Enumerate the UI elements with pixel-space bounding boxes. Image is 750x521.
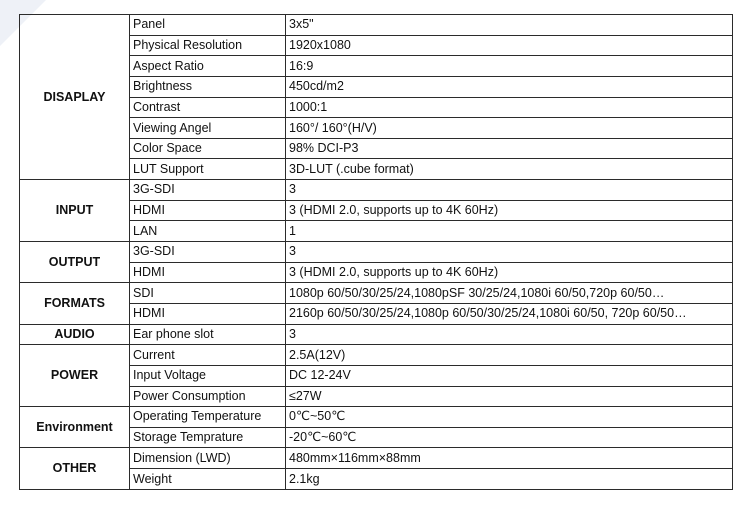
spec-label: SDI	[130, 283, 286, 304]
category-cell: OTHER	[20, 448, 130, 490]
spec-label: Panel	[130, 15, 286, 36]
spec-label: HDMI	[130, 200, 286, 221]
spec-value: 2.5A(12V)	[286, 345, 733, 366]
spec-label: Color Space	[130, 138, 286, 159]
spec-value: 2.1kg	[286, 469, 733, 490]
spec-row	[20, 407, 733, 428]
spec-value: 2160p 60/50/30/25/24,1080p 60/50/30/25/24,1080i 60/50, 720p 60/50…	[286, 303, 733, 324]
spec-value: 480mm×116mm×88mm	[286, 448, 733, 469]
spec-label: HDMI	[130, 303, 286, 324]
spec-value: 98% DCI-P3	[286, 138, 733, 159]
spec-label: Power Consumption	[130, 386, 286, 407]
spec-row	[20, 283, 733, 304]
spec-value: 3 (HDMI 2.0, supports up to 4K 60Hz)	[286, 262, 733, 283]
spec-table-body	[20, 15, 733, 490]
spec-label: Dimension (LWD)	[130, 448, 286, 469]
spec-value: 1920x1080	[286, 35, 733, 56]
category-cell: DISAPLAY	[20, 15, 130, 180]
spec-label: LUT Support	[130, 159, 286, 180]
spec-value: 1	[286, 221, 733, 242]
spec-label: Ear phone slot	[130, 324, 286, 345]
spec-label: Viewing Angel	[130, 118, 286, 139]
spec-label: HDMI	[130, 262, 286, 283]
spec-label: Brightness	[130, 76, 286, 97]
spec-label: Operating Temperature	[130, 407, 286, 428]
spec-value: ≤27W	[286, 386, 733, 407]
spec-value: 1080p 60/50/30/25/24,1080pSF 30/25/24,1080i 60/50,720p 60/50…	[286, 283, 733, 304]
category-cell: FORMATS	[20, 283, 130, 324]
spec-row	[20, 345, 733, 366]
spec-value: 1000:1	[286, 97, 733, 118]
spec-label: Contrast	[130, 97, 286, 118]
spec-value: -20℃~60℃	[286, 427, 733, 448]
category-cell: POWER	[20, 345, 130, 407]
spec-row	[20, 448, 733, 469]
spec-row	[20, 180, 733, 201]
category-cell: OUTPUT	[20, 242, 130, 283]
spec-value: 160°/ 160°(H/V)	[286, 118, 733, 139]
spec-row	[20, 15, 733, 36]
category-cell: AUDIO	[20, 324, 130, 345]
spec-value: 3	[286, 324, 733, 345]
spec-row	[20, 324, 733, 345]
spec-table	[19, 14, 733, 490]
spec-value: 3 (HDMI 2.0, supports up to 4K 60Hz)	[286, 200, 733, 221]
spec-label: 3G-SDI	[130, 242, 286, 263]
spec-value: 3x5"	[286, 15, 733, 36]
spec-label: Storage Temprature	[130, 427, 286, 448]
spec-label: Weight	[130, 469, 286, 490]
spec-row	[20, 242, 733, 263]
spec-label: 3G-SDI	[130, 180, 286, 201]
spec-label: Current	[130, 345, 286, 366]
spec-value: 0℃~50℃	[286, 407, 733, 428]
spec-label: Physical Resolution	[130, 35, 286, 56]
spec-label: Input Voltage	[130, 365, 286, 386]
spec-label: Aspect Ratio	[130, 56, 286, 77]
spec-value: 3D-LUT (.cube format)	[286, 159, 733, 180]
spec-value: 450cd/m2	[286, 76, 733, 97]
spec-label: LAN	[130, 221, 286, 242]
spec-value: 16:9	[286, 56, 733, 77]
spec-value: 3	[286, 180, 733, 201]
category-cell: Environment	[20, 407, 130, 448]
spec-value: DC 12-24V	[286, 365, 733, 386]
category-cell: INPUT	[20, 180, 130, 242]
spec-value: 3	[286, 242, 733, 263]
